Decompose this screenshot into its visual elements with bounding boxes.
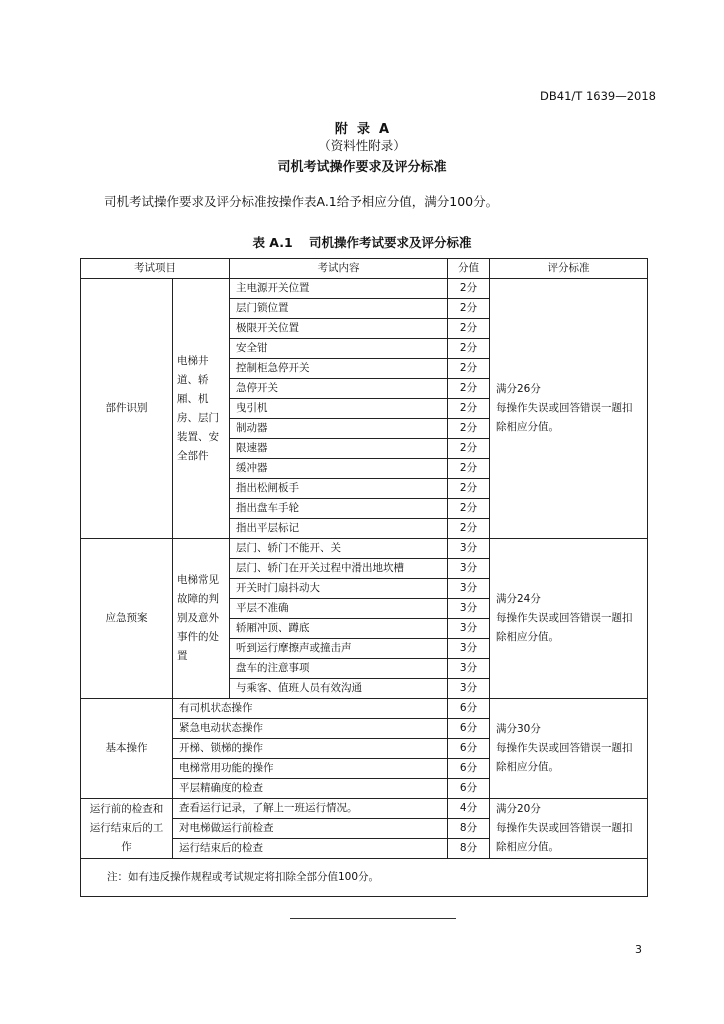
appendix-nature: （资料性附录） (318, 138, 406, 153)
header-exam-item: 考试项目 (81, 259, 230, 279)
note-row (81, 859, 648, 897)
exam-content-cell: 层门、轿门不能开、关 (230, 539, 448, 559)
exam-content-cell: 有司机状态操作 (173, 699, 448, 719)
score-cell: 6分 (448, 739, 490, 759)
score-cell: 3分 (448, 679, 490, 699)
exam-content-cell: 曳引机 (230, 399, 448, 419)
header-score: 分值 (448, 259, 490, 279)
exam-content-cell: 安全钳 (230, 339, 448, 359)
exam-content-cell: 盘车的注意事项 (230, 659, 448, 679)
table-header-row (81, 259, 648, 279)
exam-content-cell: 制动器 (230, 419, 448, 439)
exam-item-cell: 运行前的检查和运行结束后的工作 (81, 799, 173, 859)
score-cell: 3分 (448, 599, 490, 619)
score-cell: 3分 (448, 559, 490, 579)
score-cell: 3分 (448, 619, 490, 639)
exam-content-cell: 轿厢冲顶、蹲底 (230, 619, 448, 639)
score-cell: 8分 (448, 819, 490, 839)
exam-content-cell: 平层精确度的检查 (173, 779, 448, 799)
exam-content-cell: 极限开关位置 (230, 319, 448, 339)
exam-content-cell: 平层不准确 (230, 599, 448, 619)
header-exam-content: 考试内容 (230, 259, 448, 279)
score-cell: 6分 (448, 719, 490, 739)
score-cell: 6分 (448, 699, 490, 719)
exam-subitem-cell: 电梯常见故障的判别及意外事件的处置 (173, 539, 230, 699)
score-cell: 4分 (448, 799, 490, 819)
exam-content-cell: 主电源开关位置 (230, 279, 448, 299)
table-number: 表 A.1 (252, 235, 293, 250)
exam-content-cell: 电梯常用功能的操作 (173, 759, 448, 779)
exam-content-cell: 开关时门扇抖动大 (230, 579, 448, 599)
page-number: 3 (635, 943, 642, 956)
intro-paragraph: 司机考试操作要求及评分标准按操作表A.1给予相应分值，满分100分。 (104, 194, 499, 209)
exam-content-cell: 开梯、锁梯的操作 (173, 739, 448, 759)
table-note: 注：如有违反操作规程或考试规定将扣除全部分值100分。 (81, 859, 648, 897)
criteria-cell: 满分20分 每操作失误或回答错误一题扣除相应分值。 (490, 799, 648, 859)
footer-rule (290, 918, 456, 919)
exam-content-cell: 与乘客、值班人员有效沟通 (230, 679, 448, 699)
appendix-name: 司机考试操作要求及评分标准 (277, 160, 447, 175)
score-cell: 2分 (448, 459, 490, 479)
exam-content-cell: 层门锁位置 (230, 299, 448, 319)
exam-content-cell: 指出松闸板手 (230, 479, 448, 499)
exam-content-cell: 指出盘车手轮 (230, 499, 448, 519)
criteria-cell: 满分24分 每操作失误或回答错误一题扣除相应分值。 (490, 539, 648, 699)
score-cell: 6分 (448, 759, 490, 779)
criteria-cell: 满分26分 每操作失误或回答错误一题扣除相应分值。 (490, 279, 648, 539)
score-cell: 2分 (448, 299, 490, 319)
score-cell: 2分 (448, 479, 490, 499)
table-row (81, 539, 648, 559)
score-cell: 2分 (448, 339, 490, 359)
table-row (81, 799, 648, 819)
exam-content-cell: 运行结束后的检查 (173, 839, 448, 859)
exam-content-cell: 紧急电动状态操作 (173, 719, 448, 739)
table-title: 司机操作考试要求及评分标准 (309, 235, 472, 250)
score-cell: 2分 (448, 439, 490, 459)
score-cell: 8分 (448, 839, 490, 859)
exam-content-cell: 限速器 (230, 439, 448, 459)
table-row (81, 699, 648, 719)
appendix-title: 附 录 A (334, 122, 390, 137)
table-caption (0, 233, 724, 251)
exam-content-cell: 控制柜急停开关 (230, 359, 448, 379)
exam-item-cell: 部件识别 (81, 279, 173, 539)
score-cell: 2分 (448, 499, 490, 519)
score-cell: 3分 (448, 539, 490, 559)
exam-item-cell: 应急预案 (81, 539, 173, 699)
exam-content-cell: 层门、轿门在开关过程中滑出地坎槽 (230, 559, 448, 579)
exam-content-cell: 指出平层标记 (230, 519, 448, 539)
exam-content-cell: 缓冲器 (230, 459, 448, 479)
score-cell: 2分 (448, 279, 490, 299)
criteria-cell: 满分30分 每操作失误或回答错误一题扣除相应分值。 (490, 699, 648, 799)
exam-content-cell: 听到运行摩擦声或撞击声 (230, 639, 448, 659)
table-row (81, 279, 648, 299)
scoring-table (80, 258, 648, 897)
score-cell: 2分 (448, 519, 490, 539)
exam-content-cell: 对电梯做运行前检查 (173, 819, 448, 839)
header-criteria: 评分标准 (490, 259, 648, 279)
score-cell: 3分 (448, 639, 490, 659)
exam-content-cell: 查看运行记录，了解上一班运行情况。 (173, 799, 448, 819)
exam-item-cell: 基本操作 (81, 699, 173, 799)
score-cell: 2分 (448, 379, 490, 399)
exam-content-cell: 急停开关 (230, 379, 448, 399)
score-cell: 6分 (448, 779, 490, 799)
score-cell: 2分 (448, 359, 490, 379)
score-cell: 2分 (448, 319, 490, 339)
score-cell: 2分 (448, 419, 490, 439)
exam-subitem-cell: 电梯井道、轿厢、机房、层门装置、安全部件 (173, 279, 230, 539)
standard-number: DB41/T 1639—2018 (540, 89, 656, 103)
score-cell: 3分 (448, 579, 490, 599)
score-cell: 2分 (448, 399, 490, 419)
score-cell: 3分 (448, 659, 490, 679)
